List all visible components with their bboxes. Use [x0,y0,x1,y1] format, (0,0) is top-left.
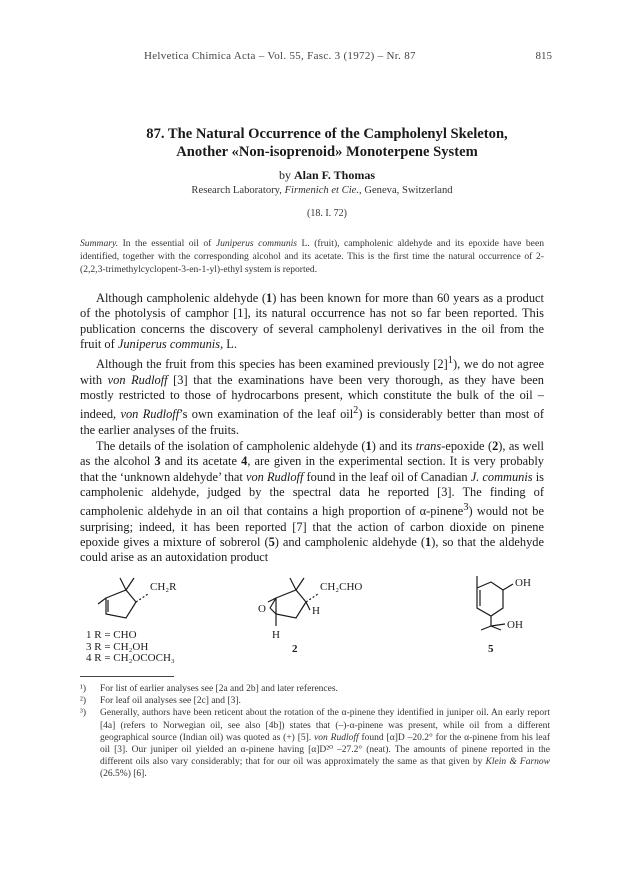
text-run: and its acetate [160,454,242,469]
footnote-2 [80,695,550,707]
received-date: (18. I. 72) [307,208,347,219]
hydrogen-label: H [312,605,320,617]
summary-label: Summary. [80,238,119,249]
affiliation [60,185,584,196]
footnote-mark: ²) [80,696,87,707]
footnote-text: found [α]D –20.2° for the α-pinene from his leaf oil [3]. Our juniper oil yielded an α-pinene having [α]D²⁰ –27.2° (neat). The amounts of pinene reported in the different oils also vary considerably; that for our oil was approximately the same as that given by [100,732,550,768]
hydroxyl-label: OH [507,619,523,631]
hydrogen-label: H [272,629,280,641]
footnote-text: (26.5%) [6]. [100,769,147,780]
text-run: is campholenic aldehyde, judged by the spectral data he reported [3]. The finding of campholenic aldehyde in an oil that contains a high proportion of α-pinene [80,469,545,519]
label-4: 4 R = CH₂OCOCH₃ [86,652,175,664]
cyclopentane-ring [276,590,306,618]
journal-header: Helvetica Chimica Acta – Vol. 55, Fasc. 3 (1972) – Nr. 87 [144,50,416,62]
text-run: ) would not be surprising; indeed, it has been reported [7] that the action of carbon dioxide on pinene epoxide gives a mixture of sobrerol ( [80,504,544,549]
text-run: ’s own examination of the leaf oil [179,407,354,422]
footnotes [80,683,550,781]
text-run: Although the fruit from this species has been examined previously [2] [96,357,448,372]
summary-text: L. (fruit), campholenic aldehyde and its epoxide have been identified, together with the corresponding alcohol and its acetate. This is the first time the natural occurrence of 2-(2,2,3-trimethylcyclopent-3-en-1-yl)-ethyl system is reported. [80,238,544,275]
species-name: J. communis [470,469,533,484]
footnote-ref: 3 [463,502,469,514]
hydroxyl-label: OH [515,577,531,589]
compound-ref: 5 [268,534,275,549]
substituent-label: CH₂CHO [320,581,363,593]
text-run: , L. [220,336,237,351]
text-run: ), we do not agree with [80,357,545,387]
footnote-ref: 2 [353,405,359,417]
text-run: ), so that the aldehyde could arise as an autoxidation product [80,534,544,565]
text-run: [3] that the examinations have been very thorough, as they have been mostly restricted to those of hydrocarbons present, which constitute the bulk of the oil – indeed, [80,372,544,422]
species-name: Juniperus communis [117,336,221,351]
text-run: -epoxide ( [441,438,493,453]
affiliation-place: , Geneva, Switzerland [359,185,453,196]
title-line-1: 87. The Natural Occurrence of the Campholenyl Skeleton, [146,126,508,142]
paragraph-2 [80,353,544,438]
text-run: Although campholenic aldehyde ( [96,291,267,305]
paragraph-1 [80,291,544,352]
text-run: found in the leaf oil of Canadian [303,469,471,484]
cyclohexene-ring [477,582,503,616]
footnote-ref: 1 [447,355,453,367]
footnote-divider [80,676,174,677]
summary [80,237,544,276]
text-run: ), as well as the alcohol [80,438,544,469]
text-run: ) has been known for more than 60 years as a product of the photolysis of camphor [1], its natural occurrence has not so far been reported. This publication concerns the discovery of several campholenyl derivatives in the oil from the fruit of [80,291,544,351]
author-name: Alan F. Thomas [293,168,376,182]
footnote-text: For leaf oil analyses see [2c] and [3]. [100,696,241,707]
article-title [80,125,574,161]
paragraph-3 [80,439,544,566]
structure-sobrerol [455,572,550,656]
epoxide-oxygen: O [258,603,266,615]
compound-labels [86,630,175,665]
label-3: 3 R = CH₂OH [86,640,149,653]
text-run: The details of the isolation of campholenic aldehyde ( [96,438,366,453]
compound-ref: 1 [266,291,273,305]
text-run: ) and campholenic aldehyde ( [274,534,426,549]
running-header [84,50,552,66]
footnote-3 [80,707,550,780]
summary-text: In the essential oil of [118,238,216,249]
text-run: ) and its [371,438,416,453]
footnote-text: Generally, authors have been reticent about the rotation of the α-pinene they identified in juniper oil. An early report [4a] (refers to Norwegian oil, see also [4b]) states that (–)-α-pinene was present, while oil from a different geographical source (Indian oil) was quoted as (+) [5]. [100,708,550,743]
author-ref: von Rudloff [107,372,168,387]
cyclopentene-ring [106,590,136,618]
footnote-mark: ¹) [80,684,87,694]
text-run: ) is considerably better than most of the earlier analyses of the fruits. [80,407,544,437]
author-ref: von Rudloff [245,469,304,484]
structural-formulas [80,572,550,678]
footnote-mark: ³) [80,708,87,719]
summary-species: Juniperus communis [215,238,298,249]
label-1: 1 R = CHO [86,629,137,641]
compound-ref: 4 [241,454,248,469]
author-ref: von Rudloff [314,732,359,743]
footnote-text: For list of earlier analyses see [2a and 2b] and later references. [100,684,338,694]
footnote-1 [80,683,550,695]
compound-ref: 3 [154,454,161,469]
page-number: 815 [535,50,552,62]
body-text [80,291,544,566]
stereo-term: trans [415,438,442,453]
byline-by: by [278,168,291,182]
byline [80,168,574,183]
compound-number: 2 [292,643,298,655]
structure-campholenyl [80,572,230,632]
text-run: , are given in the experimental section. It is very probably that the ‘unknown aldehyde’ that [80,454,544,484]
compound-ref: 1 [365,438,372,453]
compound-ref: 1 [425,534,432,549]
affiliation-company: Firmenich et Cie. [284,185,360,196]
structure-epoxide [250,572,400,656]
affiliation-lab: Research Laboratory, [191,185,282,196]
title-line-2: Another «Non-isoprenoid» Monoterpene System [176,144,478,160]
substituent-label: CH₂R [150,581,177,593]
compound-number: 5 [488,643,494,655]
author-ref: Klein & Farnow [485,757,551,768]
compound-ref: 2 [492,438,499,453]
author-ref: von Rudloff [120,407,180,422]
